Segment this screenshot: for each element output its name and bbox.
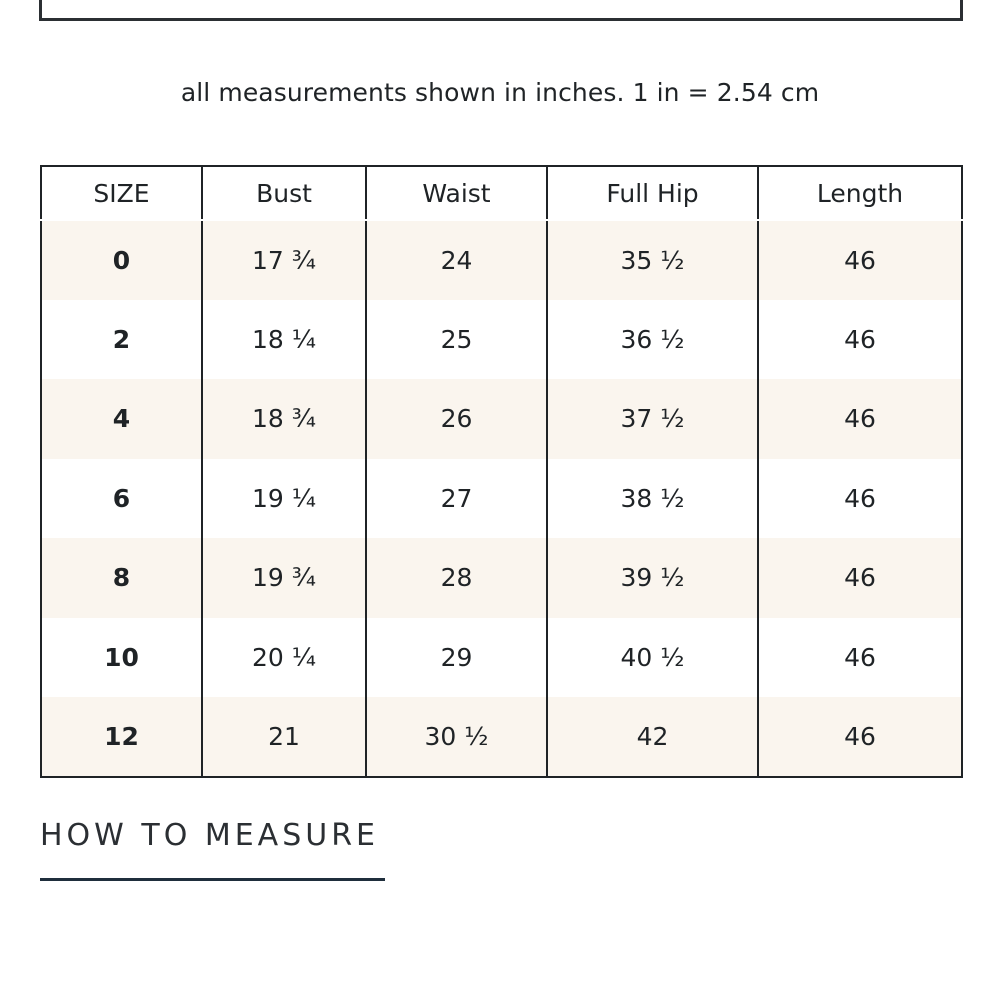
size-cell: 6 [41,459,202,539]
size-cell: 4 [41,379,202,459]
waist-cell: 27 [366,459,547,539]
full-hip-cell: 36 ½ [547,300,758,380]
bust-cell: 21 [202,697,366,777]
length-cell: 46 [758,300,962,380]
table-row [41,300,962,380]
header-full-hip: Full Hip [547,166,758,220]
size-chart-table [40,165,963,778]
size-cell: 0 [41,220,202,300]
bust-cell: 17 ¾ [202,220,366,300]
full-hip-cell: 39 ½ [547,538,758,618]
length-cell: 46 [758,220,962,300]
header-length: Length [758,166,962,220]
waist-cell: 28 [366,538,547,618]
header-size: SIZE [41,166,202,220]
size-cell: 10 [41,618,202,698]
units-note: all measurements shown in inches. 1 in = 2.54 cm [180,78,820,107]
header-bust: Bust [202,166,366,220]
waist-cell: 29 [366,618,547,698]
waist-cell: 24 [366,220,547,300]
table-row [41,379,962,459]
table-row [41,618,962,698]
full-hip-cell: 35 ½ [547,220,758,300]
header-waist: Waist [366,166,547,220]
full-hip-cell: 38 ½ [547,459,758,539]
table-row [41,459,962,539]
size-cell: 8 [41,538,202,618]
bust-cell: 18 ¾ [202,379,366,459]
waist-cell: 26 [366,379,547,459]
length-cell: 46 [758,459,962,539]
heading-underline [40,878,385,881]
top-panel-frame [39,0,963,21]
table-row [41,697,962,777]
bust-cell: 19 ¾ [202,538,366,618]
table-row [41,220,962,300]
bust-cell: 18 ¼ [202,300,366,380]
length-cell: 46 [758,379,962,459]
bust-cell: 19 ¼ [202,459,366,539]
full-hip-cell: 37 ½ [547,379,758,459]
how-to-measure-heading: HOW TO MEASURE [40,818,380,853]
size-cell: 12 [41,697,202,777]
length-cell: 46 [758,697,962,777]
table-header-row [41,166,962,220]
waist-cell: 25 [366,300,547,380]
length-cell: 46 [758,538,962,618]
size-cell: 2 [41,300,202,380]
table-row [41,538,962,618]
full-hip-cell: 40 ½ [547,618,758,698]
full-hip-cell: 42 [547,697,758,777]
length-cell: 46 [758,618,962,698]
bust-cell: 20 ¼ [202,618,366,698]
waist-cell: 30 ½ [366,697,547,777]
